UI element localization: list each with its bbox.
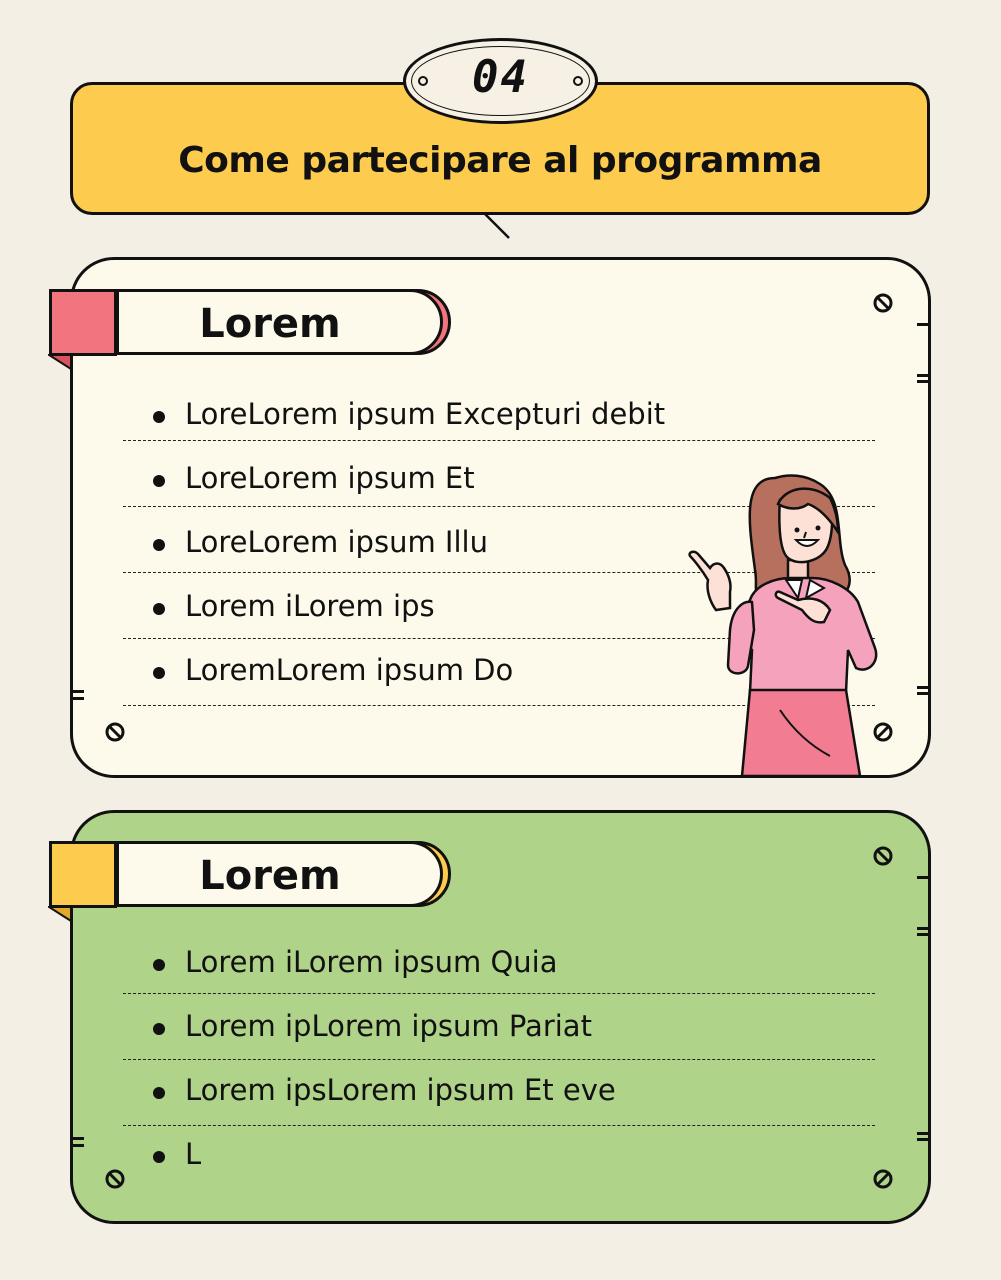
speech-pointer-icon xyxy=(482,212,512,240)
woman-pointing-illustration xyxy=(680,470,890,776)
list-item-text: Lorem ipLorem ipsum Pariat xyxy=(185,1009,592,1043)
tab-color-square xyxy=(49,841,117,908)
card-notch xyxy=(72,1144,84,1147)
card-notch xyxy=(917,933,929,936)
card-notch xyxy=(917,876,929,879)
card-notch xyxy=(72,697,84,700)
screw-icon xyxy=(873,1169,893,1189)
section-title-2: Lorem xyxy=(199,853,341,899)
tab-fold-icon xyxy=(48,354,72,370)
card-notch xyxy=(917,927,929,930)
tab-color-square xyxy=(49,289,117,356)
bullet-icon xyxy=(153,667,165,679)
list-item-text: Lorem iLorem ipsum Quia xyxy=(185,945,558,979)
page-title: Come partecipare al programma xyxy=(178,140,822,181)
bullet-icon xyxy=(153,1151,165,1163)
card-notch xyxy=(917,380,929,383)
card-notch xyxy=(917,1132,929,1135)
card-notch xyxy=(72,690,84,693)
section-title-1: Lorem xyxy=(199,301,341,347)
screw-icon xyxy=(873,846,893,866)
list-item-text: LoreLorem ipsum Illu xyxy=(185,525,488,559)
list-item xyxy=(123,1062,875,1126)
card-notch xyxy=(72,1137,84,1140)
list-item-text: Lorem iLorem ips xyxy=(185,589,435,623)
tab-fold-icon xyxy=(48,906,72,922)
bullet-icon xyxy=(153,603,165,615)
bullet-icon xyxy=(153,1087,165,1099)
list-item xyxy=(123,377,875,441)
list-item-text: LoremLorem ipsum Do xyxy=(185,653,514,687)
bullet-icon xyxy=(153,475,165,487)
card-notch xyxy=(917,374,929,377)
list-item-text: LoreLorem ipsum Et xyxy=(185,461,475,495)
bullet-icon xyxy=(153,539,165,551)
list-item-text: L xyxy=(185,1137,202,1171)
list-item xyxy=(123,930,875,994)
list-item-text: Lorem ipsLorem ipsum Et eve xyxy=(185,1073,616,1107)
bullet-icon xyxy=(153,1023,165,1035)
screw-icon xyxy=(105,722,125,742)
card-notch xyxy=(917,686,929,689)
card-notch xyxy=(917,1138,929,1141)
bullet-icon xyxy=(153,959,165,971)
screw-icon xyxy=(105,1169,125,1189)
list-item-text: LoreLorem ipsum Excepturi debit xyxy=(185,397,666,431)
screw-icon xyxy=(873,293,893,313)
list-item xyxy=(123,1128,875,1192)
card-notch xyxy=(917,323,929,326)
bullet-icon xyxy=(153,411,165,423)
list-item xyxy=(123,996,875,1060)
section-number: 04 xyxy=(472,52,529,103)
card-notch xyxy=(917,692,929,695)
